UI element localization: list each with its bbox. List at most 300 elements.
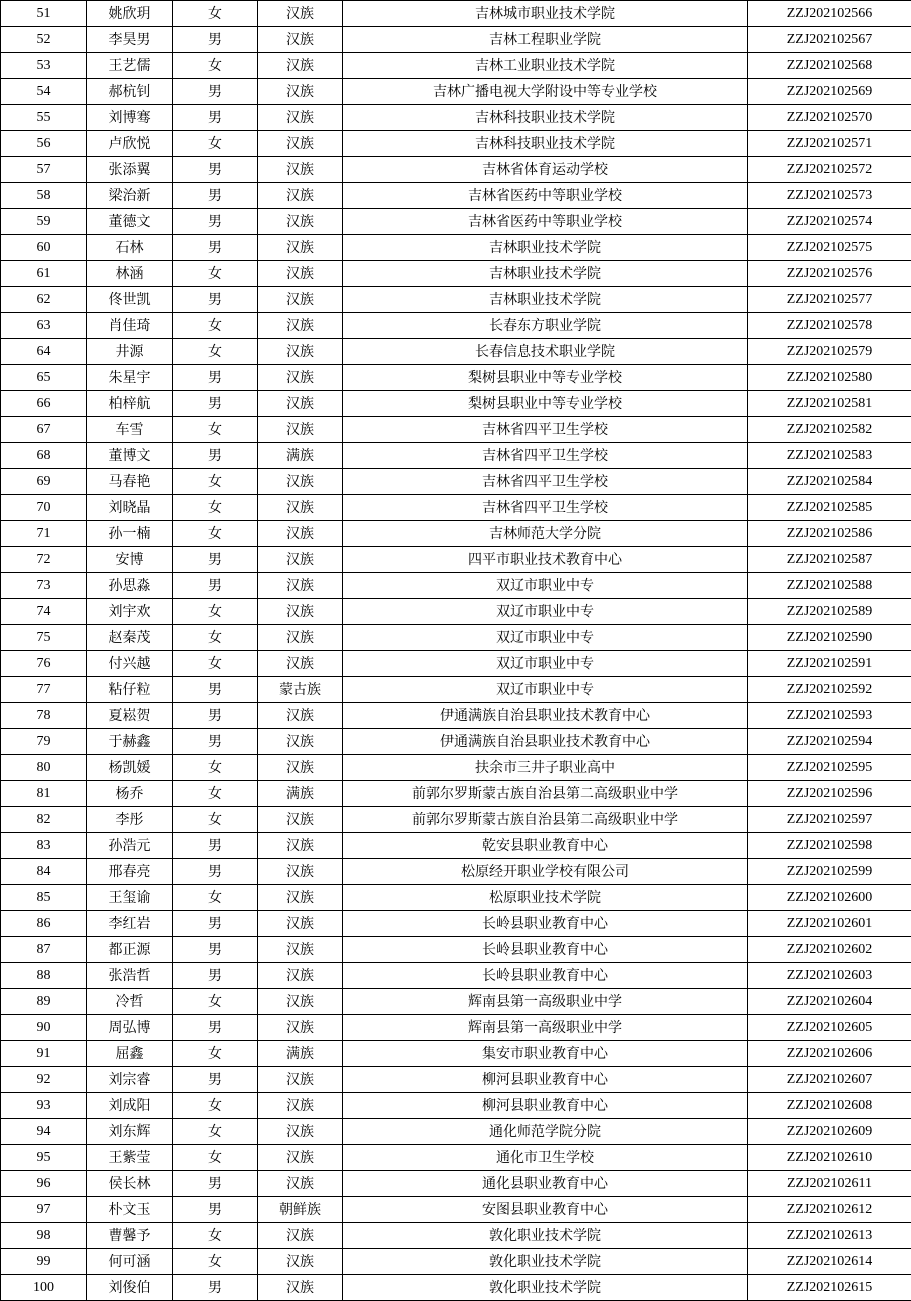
school-name-cell: 双辽市职业中专 xyxy=(343,625,748,651)
table-row xyxy=(1,1171,911,1197)
table-row xyxy=(1,1249,911,1275)
certificate-code-cell: ZZJ202102596 xyxy=(748,781,911,807)
gender-cell: 女 xyxy=(173,521,258,547)
student-name-cell: 于赫鑫 xyxy=(87,729,173,755)
ethnicity-cell: 汉族 xyxy=(258,833,343,859)
certificate-code-cell: ZZJ202102609 xyxy=(748,1119,911,1145)
row-number-cell: 69 xyxy=(1,469,87,495)
row-number-cell: 77 xyxy=(1,677,87,703)
ethnicity-cell: 汉族 xyxy=(258,53,343,79)
ethnicity-cell: 汉族 xyxy=(258,339,343,365)
certificate-code-cell: ZZJ202102607 xyxy=(748,1067,911,1093)
table-row xyxy=(1,729,911,755)
certificate-code-cell: ZZJ202102608 xyxy=(748,1093,911,1119)
ethnicity-cell: 汉族 xyxy=(258,313,343,339)
gender-cell: 男 xyxy=(173,911,258,937)
student-name-cell: 屈鑫 xyxy=(87,1041,173,1067)
certificate-code-cell: ZZJ202102614 xyxy=(748,1249,911,1275)
student-name-cell: 李昊男 xyxy=(87,27,173,53)
school-name-cell: 长春信息技术职业学院 xyxy=(343,339,748,365)
school-name-cell: 吉林省医药中等职业学校 xyxy=(343,209,748,235)
gender-cell: 女 xyxy=(173,417,258,443)
row-number-cell: 57 xyxy=(1,157,87,183)
certificate-code-cell: ZZJ202102610 xyxy=(748,1145,911,1171)
certificate-code-cell: ZZJ202102566 xyxy=(748,1,911,27)
table-row xyxy=(1,261,911,287)
row-number-cell: 96 xyxy=(1,1171,87,1197)
certificate-code-cell: ZZJ202102567 xyxy=(748,27,911,53)
gender-cell: 男 xyxy=(173,1171,258,1197)
row-number-cell: 92 xyxy=(1,1067,87,1093)
gender-cell: 女 xyxy=(173,261,258,287)
school-name-cell: 长岭县职业教育中心 xyxy=(343,963,748,989)
school-name-cell: 吉林工程职业学院 xyxy=(343,27,748,53)
ethnicity-cell: 汉族 xyxy=(258,859,343,885)
gender-cell: 男 xyxy=(173,859,258,885)
ethnicity-cell: 汉族 xyxy=(258,1223,343,1249)
ethnicity-cell: 汉族 xyxy=(258,1093,343,1119)
student-name-cell: 都正源 xyxy=(87,937,173,963)
student-name-cell: 何可涵 xyxy=(87,1249,173,1275)
table-row xyxy=(1,157,911,183)
table-row xyxy=(1,417,911,443)
student-name-cell: 马春艳 xyxy=(87,469,173,495)
table-row xyxy=(1,391,911,417)
school-name-cell: 安图县职业教育中心 xyxy=(343,1197,748,1223)
certificate-code-cell: ZZJ202102611 xyxy=(748,1171,911,1197)
table-row xyxy=(1,469,911,495)
certificate-code-cell: ZZJ202102579 xyxy=(748,339,911,365)
school-name-cell: 长岭县职业教育中心 xyxy=(343,911,748,937)
ethnicity-cell: 汉族 xyxy=(258,1145,343,1171)
row-number-cell: 67 xyxy=(1,417,87,443)
table-row xyxy=(1,443,911,469)
gender-cell: 男 xyxy=(173,209,258,235)
school-name-cell: 双辽市职业中专 xyxy=(343,599,748,625)
row-number-cell: 68 xyxy=(1,443,87,469)
table-row xyxy=(1,209,911,235)
student-name-cell: 董德文 xyxy=(87,209,173,235)
row-number-cell: 89 xyxy=(1,989,87,1015)
row-number-cell: 72 xyxy=(1,547,87,573)
student-name-cell: 王紫莹 xyxy=(87,1145,173,1171)
ethnicity-cell: 汉族 xyxy=(258,963,343,989)
school-name-cell: 吉林工业职业技术学院 xyxy=(343,53,748,79)
certificate-code-cell: ZZJ202102592 xyxy=(748,677,911,703)
school-name-cell: 梨树县职业中等专业学校 xyxy=(343,391,748,417)
table-row xyxy=(1,131,911,157)
table-row xyxy=(1,339,911,365)
gender-cell: 女 xyxy=(173,1223,258,1249)
row-number-cell: 82 xyxy=(1,807,87,833)
table-row xyxy=(1,183,911,209)
school-name-cell: 柳河县职业教育中心 xyxy=(343,1093,748,1119)
gender-cell: 女 xyxy=(173,469,258,495)
table-row xyxy=(1,703,911,729)
certificate-code-cell: ZZJ202102581 xyxy=(748,391,911,417)
ethnicity-cell: 汉族 xyxy=(258,703,343,729)
gender-cell: 男 xyxy=(173,729,258,755)
gender-cell: 男 xyxy=(173,677,258,703)
gender-cell: 男 xyxy=(173,1067,258,1093)
row-number-cell: 51 xyxy=(1,1,87,27)
row-number-cell: 53 xyxy=(1,53,87,79)
student-name-cell: 王艺儒 xyxy=(87,53,173,79)
row-number-cell: 64 xyxy=(1,339,87,365)
gender-cell: 女 xyxy=(173,131,258,157)
ethnicity-cell: 汉族 xyxy=(258,755,343,781)
student-name-cell: 李红岩 xyxy=(87,911,173,937)
certificate-code-cell: ZZJ202102605 xyxy=(748,1015,911,1041)
student-name-cell: 孙浩元 xyxy=(87,833,173,859)
gender-cell: 男 xyxy=(173,963,258,989)
school-name-cell: 前郭尔罗斯蒙古族自治县第二高级职业中学 xyxy=(343,807,748,833)
school-name-cell: 梨树县职业中等专业学校 xyxy=(343,365,748,391)
gender-cell: 女 xyxy=(173,1145,258,1171)
school-name-cell: 吉林科技职业技术学院 xyxy=(343,131,748,157)
certificate-code-cell: ZZJ202102583 xyxy=(748,443,911,469)
certificate-code-cell: ZZJ202102572 xyxy=(748,157,911,183)
table-row xyxy=(1,53,911,79)
row-number-cell: 83 xyxy=(1,833,87,859)
school-name-cell: 吉林城市职业技术学院 xyxy=(343,1,748,27)
ethnicity-cell: 汉族 xyxy=(258,105,343,131)
student-name-cell: 周弘博 xyxy=(87,1015,173,1041)
student-name-cell: 安博 xyxy=(87,547,173,573)
certificate-code-cell: ZZJ202102590 xyxy=(748,625,911,651)
table-row xyxy=(1,573,911,599)
certificate-code-cell: ZZJ202102574 xyxy=(748,209,911,235)
ethnicity-cell: 汉族 xyxy=(258,1249,343,1275)
gender-cell: 男 xyxy=(173,547,258,573)
school-name-cell: 扶余市三井子职业高中 xyxy=(343,755,748,781)
gender-cell: 女 xyxy=(173,599,258,625)
school-name-cell: 松原职业技术学院 xyxy=(343,885,748,911)
ethnicity-cell: 汉族 xyxy=(258,1119,343,1145)
school-name-cell: 通化市卫生学校 xyxy=(343,1145,748,1171)
gender-cell: 男 xyxy=(173,1015,258,1041)
table-row xyxy=(1,105,911,131)
student-name-cell: 张添翼 xyxy=(87,157,173,183)
school-name-cell: 长岭县职业教育中心 xyxy=(343,937,748,963)
ethnicity-cell: 汉族 xyxy=(258,599,343,625)
ethnicity-cell: 汉族 xyxy=(258,651,343,677)
student-name-cell: 卢欣悦 xyxy=(87,131,173,157)
certificate-code-cell: ZZJ202102573 xyxy=(748,183,911,209)
student-name-cell: 刘晓晶 xyxy=(87,495,173,521)
ethnicity-cell: 蒙古族 xyxy=(258,677,343,703)
gender-cell: 男 xyxy=(173,105,258,131)
student-name-cell: 董博文 xyxy=(87,443,173,469)
certificate-code-cell: ZZJ202102594 xyxy=(748,729,911,755)
row-number-cell: 94 xyxy=(1,1119,87,1145)
certificate-code-cell: ZZJ202102587 xyxy=(748,547,911,573)
student-name-cell: 刘俊伯 xyxy=(87,1275,173,1301)
ethnicity-cell: 汉族 xyxy=(258,495,343,521)
school-name-cell: 吉林科技职业技术学院 xyxy=(343,105,748,131)
student-name-cell: 佟世凯 xyxy=(87,287,173,313)
certificate-code-cell: ZZJ202102591 xyxy=(748,651,911,677)
row-number-cell: 97 xyxy=(1,1197,87,1223)
student-name-cell: 刘宇欢 xyxy=(87,599,173,625)
ethnicity-cell: 汉族 xyxy=(258,1275,343,1301)
row-number-cell: 85 xyxy=(1,885,87,911)
certificate-code-cell: ZZJ202102597 xyxy=(748,807,911,833)
table-row xyxy=(1,1067,911,1093)
gender-cell: 女 xyxy=(173,1,258,27)
ethnicity-cell: 汉族 xyxy=(258,27,343,53)
table-row xyxy=(1,755,911,781)
row-number-cell: 66 xyxy=(1,391,87,417)
gender-cell: 男 xyxy=(173,79,258,105)
gender-cell: 女 xyxy=(173,781,258,807)
row-number-cell: 52 xyxy=(1,27,87,53)
school-name-cell: 吉林省四平卫生学校 xyxy=(343,443,748,469)
gender-cell: 女 xyxy=(173,313,258,339)
row-number-cell: 58 xyxy=(1,183,87,209)
gender-cell: 男 xyxy=(173,27,258,53)
student-name-cell: 李彤 xyxy=(87,807,173,833)
table-body xyxy=(1,1,911,1301)
row-number-cell: 78 xyxy=(1,703,87,729)
school-name-cell: 吉林省四平卫生学校 xyxy=(343,495,748,521)
row-number-cell: 60 xyxy=(1,235,87,261)
ethnicity-cell: 满族 xyxy=(258,1041,343,1067)
row-number-cell: 100 xyxy=(1,1275,87,1301)
school-name-cell: 通化县职业教育中心 xyxy=(343,1171,748,1197)
ethnicity-cell: 汉族 xyxy=(258,131,343,157)
certificate-code-cell: ZZJ202102568 xyxy=(748,53,911,79)
gender-cell: 男 xyxy=(173,833,258,859)
certificate-code-cell: ZZJ202102613 xyxy=(748,1223,911,1249)
certificate-code-cell: ZZJ202102571 xyxy=(748,131,911,157)
row-number-cell: 65 xyxy=(1,365,87,391)
school-name-cell: 双辽市职业中专 xyxy=(343,651,748,677)
student-name-cell: 姚欣玥 xyxy=(87,1,173,27)
ethnicity-cell: 汉族 xyxy=(258,209,343,235)
table-row xyxy=(1,651,911,677)
school-name-cell: 集安市职业教育中心 xyxy=(343,1041,748,1067)
table-row xyxy=(1,79,911,105)
certificate-code-cell: ZZJ202102602 xyxy=(748,937,911,963)
certificate-code-cell: ZZJ202102585 xyxy=(748,495,911,521)
row-number-cell: 95 xyxy=(1,1145,87,1171)
certificate-code-cell: ZZJ202102615 xyxy=(748,1275,911,1301)
school-name-cell: 吉林职业技术学院 xyxy=(343,287,748,313)
ethnicity-cell: 汉族 xyxy=(258,807,343,833)
row-number-cell: 70 xyxy=(1,495,87,521)
table-row xyxy=(1,677,911,703)
school-name-cell: 辉南县第一高级职业中学 xyxy=(343,989,748,1015)
student-name-cell: 侯长林 xyxy=(87,1171,173,1197)
certificate-code-cell: ZZJ202102586 xyxy=(748,521,911,547)
student-name-cell: 张浩哲 xyxy=(87,963,173,989)
ethnicity-cell: 汉族 xyxy=(258,287,343,313)
student-name-cell: 柏梓航 xyxy=(87,391,173,417)
gender-cell: 女 xyxy=(173,625,258,651)
table-row xyxy=(1,313,911,339)
table-row xyxy=(1,911,911,937)
school-name-cell: 双辽市职业中专 xyxy=(343,573,748,599)
ethnicity-cell: 满族 xyxy=(258,781,343,807)
student-name-cell: 粘仔粒 xyxy=(87,677,173,703)
ethnicity-cell: 汉族 xyxy=(258,365,343,391)
gender-cell: 女 xyxy=(173,885,258,911)
gender-cell: 女 xyxy=(173,989,258,1015)
gender-cell: 男 xyxy=(173,1275,258,1301)
school-name-cell: 敦化职业技术学院 xyxy=(343,1275,748,1301)
certificate-code-cell: ZZJ202102589 xyxy=(748,599,911,625)
ethnicity-cell: 朝鲜族 xyxy=(258,1197,343,1223)
gender-cell: 女 xyxy=(173,651,258,677)
school-name-cell: 四平市职业技术教育中心 xyxy=(343,547,748,573)
certificate-code-cell: ZZJ202102593 xyxy=(748,703,911,729)
table-row xyxy=(1,365,911,391)
row-number-cell: 76 xyxy=(1,651,87,677)
school-name-cell: 吉林省医药中等职业学校 xyxy=(343,183,748,209)
student-name-cell: 朱星宇 xyxy=(87,365,173,391)
school-name-cell: 吉林师范大学分院 xyxy=(343,521,748,547)
gender-cell: 男 xyxy=(173,157,258,183)
table-row xyxy=(1,989,911,1015)
student-name-cell: 梁治新 xyxy=(87,183,173,209)
certificate-code-cell: ZZJ202102575 xyxy=(748,235,911,261)
student-name-cell: 刘宗睿 xyxy=(87,1067,173,1093)
table-row xyxy=(1,1093,911,1119)
ethnicity-cell: 汉族 xyxy=(258,261,343,287)
table-row xyxy=(1,1041,911,1067)
student-name-cell: 王玺谕 xyxy=(87,885,173,911)
school-name-cell: 吉林广播电视大学附设中等专业学校 xyxy=(343,79,748,105)
student-name-cell: 夏崧贺 xyxy=(87,703,173,729)
table-row xyxy=(1,625,911,651)
ethnicity-cell: 汉族 xyxy=(258,729,343,755)
certificate-code-cell: ZZJ202102576 xyxy=(748,261,911,287)
school-name-cell: 松原经开职业学校有限公司 xyxy=(343,859,748,885)
table-row xyxy=(1,807,911,833)
table-row xyxy=(1,521,911,547)
row-number-cell: 55 xyxy=(1,105,87,131)
ethnicity-cell: 汉族 xyxy=(258,79,343,105)
ethnicity-cell: 汉族 xyxy=(258,157,343,183)
student-name-cell: 曹馨予 xyxy=(87,1223,173,1249)
row-number-cell: 62 xyxy=(1,287,87,313)
school-name-cell: 吉林省四平卫生学校 xyxy=(343,469,748,495)
ethnicity-cell: 汉族 xyxy=(258,937,343,963)
student-name-cell: 赵秦茂 xyxy=(87,625,173,651)
school-name-cell: 敦化职业技术学院 xyxy=(343,1223,748,1249)
table-row xyxy=(1,547,911,573)
row-number-cell: 75 xyxy=(1,625,87,651)
ethnicity-cell: 汉族 xyxy=(258,989,343,1015)
row-number-cell: 86 xyxy=(1,911,87,937)
certificate-code-cell: ZZJ202102599 xyxy=(748,859,911,885)
ethnicity-cell: 满族 xyxy=(258,443,343,469)
table-row xyxy=(1,781,911,807)
gender-cell: 男 xyxy=(173,235,258,261)
school-name-cell: 乾安县职业教育中心 xyxy=(343,833,748,859)
school-name-cell: 伊通满族自治县职业技术教育中心 xyxy=(343,703,748,729)
row-number-cell: 63 xyxy=(1,313,87,339)
table-row xyxy=(1,1,911,27)
ethnicity-cell: 汉族 xyxy=(258,547,343,573)
gender-cell: 女 xyxy=(173,1119,258,1145)
ethnicity-cell: 汉族 xyxy=(258,235,343,261)
row-number-cell: 79 xyxy=(1,729,87,755)
certificate-code-cell: ZZJ202102582 xyxy=(748,417,911,443)
row-number-cell: 98 xyxy=(1,1223,87,1249)
gender-cell: 男 xyxy=(173,937,258,963)
school-name-cell: 吉林职业技术学院 xyxy=(343,261,748,287)
table-row xyxy=(1,1015,911,1041)
table-row xyxy=(1,1119,911,1145)
student-name-cell: 林涵 xyxy=(87,261,173,287)
ethnicity-cell: 汉族 xyxy=(258,521,343,547)
table-row xyxy=(1,235,911,261)
gender-cell: 女 xyxy=(173,53,258,79)
table-row xyxy=(1,833,911,859)
table-row xyxy=(1,1223,911,1249)
certificate-code-cell: ZZJ202102601 xyxy=(748,911,911,937)
certificate-code-cell: ZZJ202102603 xyxy=(748,963,911,989)
row-number-cell: 81 xyxy=(1,781,87,807)
ethnicity-cell: 汉族 xyxy=(258,911,343,937)
row-number-cell: 61 xyxy=(1,261,87,287)
row-number-cell: 91 xyxy=(1,1041,87,1067)
student-name-cell: 朴文玉 xyxy=(87,1197,173,1223)
table-row xyxy=(1,1275,911,1301)
student-name-cell: 孙思淼 xyxy=(87,573,173,599)
certificate-code-cell: ZZJ202102612 xyxy=(748,1197,911,1223)
certificate-code-cell: ZZJ202102577 xyxy=(748,287,911,313)
gender-cell: 男 xyxy=(173,1197,258,1223)
table-row xyxy=(1,859,911,885)
ethnicity-cell: 汉族 xyxy=(258,1015,343,1041)
ethnicity-cell: 汉族 xyxy=(258,183,343,209)
table-row xyxy=(1,1145,911,1171)
school-name-cell: 柳河县职业教育中心 xyxy=(343,1067,748,1093)
gender-cell: 男 xyxy=(173,703,258,729)
student-name-cell: 石林 xyxy=(87,235,173,261)
student-name-cell: 付兴越 xyxy=(87,651,173,677)
table-row xyxy=(1,885,911,911)
ethnicity-cell: 汉族 xyxy=(258,1067,343,1093)
school-name-cell: 吉林省四平卫生学校 xyxy=(343,417,748,443)
row-number-cell: 93 xyxy=(1,1093,87,1119)
ethnicity-cell: 汉族 xyxy=(258,885,343,911)
certificate-code-cell: ZZJ202102588 xyxy=(748,573,911,599)
ethnicity-cell: 汉族 xyxy=(258,625,343,651)
ethnicity-cell: 汉族 xyxy=(258,1,343,27)
table-row xyxy=(1,599,911,625)
ethnicity-cell: 汉族 xyxy=(258,469,343,495)
school-name-cell: 吉林省体育运动学校 xyxy=(343,157,748,183)
row-number-cell: 56 xyxy=(1,131,87,157)
gender-cell: 女 xyxy=(173,807,258,833)
gender-cell: 男 xyxy=(173,183,258,209)
certificate-code-cell: ZZJ202102580 xyxy=(748,365,911,391)
school-name-cell: 辉南县第一高级职业中学 xyxy=(343,1015,748,1041)
gender-cell: 男 xyxy=(173,287,258,313)
ethnicity-cell: 汉族 xyxy=(258,417,343,443)
certificate-code-cell: ZZJ202102595 xyxy=(748,755,911,781)
student-name-cell: 孙一楠 xyxy=(87,521,173,547)
school-name-cell: 双辽市职业中专 xyxy=(343,677,748,703)
student-name-cell: 刘成阳 xyxy=(87,1093,173,1119)
gender-cell: 女 xyxy=(173,495,258,521)
certificate-code-cell: ZZJ202102578 xyxy=(748,313,911,339)
student-name-cell: 井源 xyxy=(87,339,173,365)
